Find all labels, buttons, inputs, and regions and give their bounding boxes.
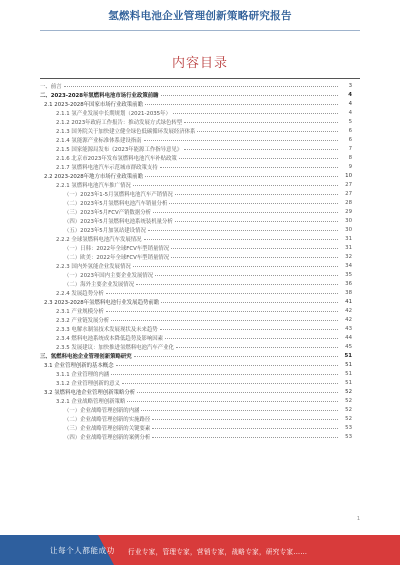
toc-dot-leader	[144, 239, 338, 240]
toc-entry[interactable]	[40, 243, 352, 252]
toc-entry-title: （四）企业战略管理创新的案例分析	[64, 434, 151, 441]
toc-dot-leader	[133, 185, 338, 186]
toc-dot-leader	[111, 320, 338, 321]
toc-entry[interactable]	[40, 351, 352, 360]
toc-entry-title: 2.3.2 产业链发展分析	[56, 317, 110, 324]
toc-entry-title: 2.3 2023-2028年氢燃料电池行业发展趋势前瞻	[44, 299, 160, 306]
toc-dot-leader	[171, 248, 338, 249]
toc-entry-page: 29	[345, 208, 352, 215]
toc-entry[interactable]	[40, 396, 352, 405]
toc-entry-page: 7	[348, 145, 352, 152]
toc-dot-leader	[145, 176, 338, 177]
toc-dot-leader	[64, 86, 338, 87]
toc-entry-page: 51	[344, 352, 352, 359]
toc-entry[interactable]	[40, 189, 352, 198]
toc-entry[interactable]	[40, 342, 352, 351]
toc-entry[interactable]	[40, 171, 352, 180]
toc-entry[interactable]	[40, 297, 352, 306]
toc-entry-title: （三）2023年5月FCV产销数据分析	[64, 209, 151, 216]
toc-entry[interactable]	[40, 90, 352, 99]
toc-entry-page: 53	[345, 433, 352, 440]
toc-entry-page: 34	[345, 262, 352, 269]
toc-dot-leader	[160, 167, 338, 168]
toc-entry[interactable]	[40, 126, 352, 135]
toc-heading: 内容目录	[171, 56, 228, 71]
toc-entry[interactable]	[40, 369, 352, 378]
toc-entry-page: 6	[348, 136, 352, 143]
toc-dot-leader	[161, 302, 338, 303]
footer-slogan: 让每个人都能成功	[50, 546, 115, 555]
toc-dot-leader	[116, 365, 338, 366]
toc-dot-leader	[161, 95, 339, 96]
toc-entry-page: 38	[345, 289, 352, 296]
toc-entry-title: 2.2.1 氢燃料电池汽车推广情况	[56, 182, 131, 189]
toc-entry[interactable]	[40, 315, 352, 324]
toc-entry-page: 4	[348, 91, 352, 98]
toc-entry-title: 2.1.1 氢产业发展中长期规划（2021-2035年）	[56, 110, 171, 117]
toc-dot-leader	[152, 437, 338, 438]
toc-entry-page: 51	[345, 370, 352, 377]
toc-entry-title: 3.1.2 企业管理创新的意义	[56, 380, 120, 387]
toc-entry-page: 27	[345, 190, 352, 197]
toc-entry-title: （二）企业战略管理创新的实施路径	[64, 416, 151, 423]
toc-entry[interactable]	[40, 279, 352, 288]
toc-dot-leader	[160, 329, 338, 330]
toc-entry-title: 2.3.3 电解水制氢技术发展现状及未来趋势	[56, 326, 158, 333]
toc-dot-leader	[148, 230, 338, 231]
toc-entry-title: 2.1.6 北京市2023年发布氢燃料电池汽车补贴政策	[56, 155, 177, 162]
toc-entry-page: 32	[345, 253, 352, 260]
toc-entry-page: 42	[345, 307, 352, 314]
toc-dot-leader	[155, 275, 338, 276]
footer-expert-list: 行业专家，管理专家，营销专家，战略专家，研究专家……	[128, 548, 308, 556]
toc-entry[interactable]	[40, 360, 352, 369]
toc-entry-page: 53	[345, 424, 352, 431]
toc-entry-page: 52	[345, 415, 352, 422]
toc-entry[interactable]	[40, 306, 352, 315]
toc-entry-title: 2.2.2 全球氢燃料电池汽车发展情况	[56, 236, 142, 243]
toc-entry-page: 36	[345, 280, 352, 287]
toc-entry[interactable]	[40, 387, 352, 396]
toc-entry[interactable]	[40, 252, 352, 261]
document-header	[0, 0, 400, 34]
toc-entry-title: 2.2.4 发展趋势分析	[56, 290, 104, 297]
header-divider	[40, 30, 360, 31]
page-number: 1	[356, 516, 360, 522]
toc-entry-page: 31	[345, 244, 352, 251]
toc-entry-page: 5	[348, 118, 352, 125]
toc-entry[interactable]	[40, 432, 352, 441]
toc-dot-leader	[152, 428, 338, 429]
toc-entry[interactable]	[40, 81, 352, 90]
toc-divider	[40, 78, 360, 79]
toc-entry-title: 3.1.1 企业管理的内涵	[56, 371, 110, 378]
toc-entry-page: 51	[345, 379, 352, 386]
toc-dot-leader	[137, 392, 338, 393]
toc-entry-page: 28	[345, 199, 352, 206]
toc-dot-leader	[175, 221, 338, 222]
toc-entry-title: 三、氢燃料电池企业管理创新策略研究	[40, 353, 132, 360]
toc-entry-title: 2.1.7 氢燃料电池汽车示范城市群政策支持	[56, 164, 158, 171]
toc-entry[interactable]	[40, 324, 352, 333]
toc-entry[interactable]	[40, 288, 352, 297]
toc-entry[interactable]	[40, 405, 352, 414]
toc-entry[interactable]	[40, 108, 352, 117]
toc-entry-title: 2.2.3 国内外氢能企业发展情况	[56, 263, 131, 270]
toc-entry-title: 2.3.4 燃料电池系统成本降低趋势及影响因素	[56, 335, 164, 342]
toc-entry-title: 2.3.1 产业规模分析	[56, 308, 104, 315]
toc-entry-title: 2.2 2023-2028年地方市场行业政策前瞻	[44, 173, 143, 180]
toc-dot-leader	[176, 347, 338, 348]
toc-entry-title: 一、前言	[40, 83, 62, 90]
toc-entry-title: 2.1 2023-2028年国家市场行业政策前瞻	[44, 101, 143, 108]
toc-dot-leader	[152, 419, 338, 420]
toc-entry-title: （四）2023年5月氢燃料电池系统装机量分析	[64, 218, 173, 225]
toc-entry-page: 45	[345, 343, 352, 350]
report-title: 氢燃料电池企业管理创新策略研究报告	[108, 10, 292, 22]
toc-dot-leader	[134, 356, 338, 357]
toc-dot-leader	[106, 293, 338, 294]
toc-entry-page: 52	[345, 388, 352, 395]
toc-dot-leader	[122, 383, 338, 384]
toc-entry-page: 4	[348, 100, 352, 107]
toc-dot-leader	[106, 311, 338, 312]
toc-entry[interactable]	[40, 99, 352, 108]
toc-dot-leader	[141, 410, 338, 411]
toc-entry-title: （五）2023年5月加氢站建设情况	[64, 227, 146, 234]
toc-entry[interactable]	[40, 153, 352, 162]
toc-dot-leader	[165, 338, 338, 339]
toc-entry[interactable]	[40, 144, 352, 153]
toc-dot-leader	[127, 401, 338, 402]
toc-entry[interactable]	[40, 135, 352, 144]
toc-entry-title: 2.3.5 发展建议：加快推进氢燃料电池汽车产业化	[56, 344, 174, 351]
toc-entry[interactable]	[40, 216, 352, 225]
toc-entry[interactable]	[40, 333, 352, 342]
toc-entry-title: 2.1.4 氢能源产业标准体系建设指南	[56, 137, 142, 144]
toc-entry-title: （一）2023年1-5月氢燃料电池汽车产销情况	[64, 191, 173, 198]
toc-entry-title: （一）2023年国内主要企业发展情况	[64, 272, 154, 279]
toc-entry-page: 27	[345, 181, 352, 188]
toc-entry[interactable]	[40, 207, 352, 216]
toc-entry[interactable]	[40, 270, 352, 279]
toc-dot-leader	[153, 212, 338, 213]
toc-dot-leader	[171, 257, 338, 258]
toc-entry[interactable]	[40, 234, 352, 243]
toc-dot-leader	[169, 203, 338, 204]
toc-entry-page: 3	[348, 82, 352, 89]
toc-entry-page: 6	[348, 127, 352, 134]
toc-dot-leader	[144, 140, 338, 141]
toc-entry-page: 31	[345, 235, 352, 242]
toc-entry-title: （二）欧美：2022年全球FCV车型销量情况	[64, 254, 170, 261]
toc-dot-leader	[173, 113, 338, 114]
toc-entry-title: 3.2 氢燃料电池企业管理创新策略分析	[44, 389, 136, 396]
toc-dot-leader	[184, 122, 338, 123]
footer-banner	[0, 535, 400, 565]
toc-entry-page: 10	[345, 172, 352, 179]
toc-entry-page: 30	[345, 217, 352, 224]
toc-entry[interactable]	[40, 198, 352, 207]
toc-entry-page: 52	[345, 397, 352, 404]
toc-dot-leader	[145, 104, 338, 105]
toc-entry-page: 42	[345, 316, 352, 323]
toc-entry-title: （一）日韩：2022年全球FCV车型销量情况	[64, 245, 170, 252]
table-of-contents	[40, 81, 352, 441]
toc-dot-leader	[133, 266, 338, 267]
toc-dot-leader	[184, 149, 338, 150]
toc-entry[interactable]	[40, 117, 352, 126]
toc-entry-title: （二）海外主要企业发展情况	[64, 281, 135, 288]
toc-entry-page: 9	[348, 163, 352, 170]
toc-dot-leader	[136, 284, 338, 285]
toc-entry-page: 35	[345, 271, 352, 278]
toc-entry[interactable]	[40, 261, 352, 270]
toc-entry-page: 4	[348, 109, 352, 116]
toc-entry-page: 51	[345, 361, 352, 368]
toc-entry-page: 43	[345, 325, 352, 332]
toc-entry[interactable]	[40, 414, 352, 423]
toc-entry-title: 3.1 企业管理创新的基本概念	[44, 362, 114, 369]
toc-entry-title: 2.1.5 国家能源局发布《2023年能源工作指导意见》	[56, 146, 183, 153]
toc-entry-page: 8	[348, 154, 352, 161]
toc-entry-title: 2.1.3 国务院关于加快建立健全绿色低碳循环发展经济体系	[56, 128, 196, 135]
toc-dot-leader	[197, 131, 338, 132]
toc-entry[interactable]	[40, 162, 352, 171]
toc-entry-title: 2.1.2 2023年政府工作报告：推动发展方式绿色转型	[56, 119, 183, 126]
toc-entry-page: 44	[345, 334, 352, 341]
toc-entry-page: 52	[345, 406, 352, 413]
toc-entry-title: 二、2023-2028年氢燃料电池市场行业政策前瞻	[40, 92, 159, 99]
toc-dot-leader	[111, 374, 338, 375]
toc-dot-leader	[175, 194, 338, 195]
toc-dot-leader	[179, 158, 338, 159]
toc-entry-title: （一）企业战略管理创新的内涵	[64, 407, 140, 414]
toc-entry-title: （三）企业战略管理创新的关键要素	[64, 425, 151, 432]
toc-entry[interactable]	[40, 180, 352, 189]
toc-entry[interactable]	[40, 225, 352, 234]
toc-entry[interactable]	[40, 378, 352, 387]
toc-entry[interactable]	[40, 423, 352, 432]
toc-entry-title: （二）2023年5月氢燃料电池汽车销量分析	[64, 200, 168, 207]
toc-entry-title: 3.2.1 企业战略管理创新策略	[56, 398, 126, 405]
toc-entry-page: 41	[345, 298, 352, 305]
toc-entry-page: 30	[345, 226, 352, 233]
